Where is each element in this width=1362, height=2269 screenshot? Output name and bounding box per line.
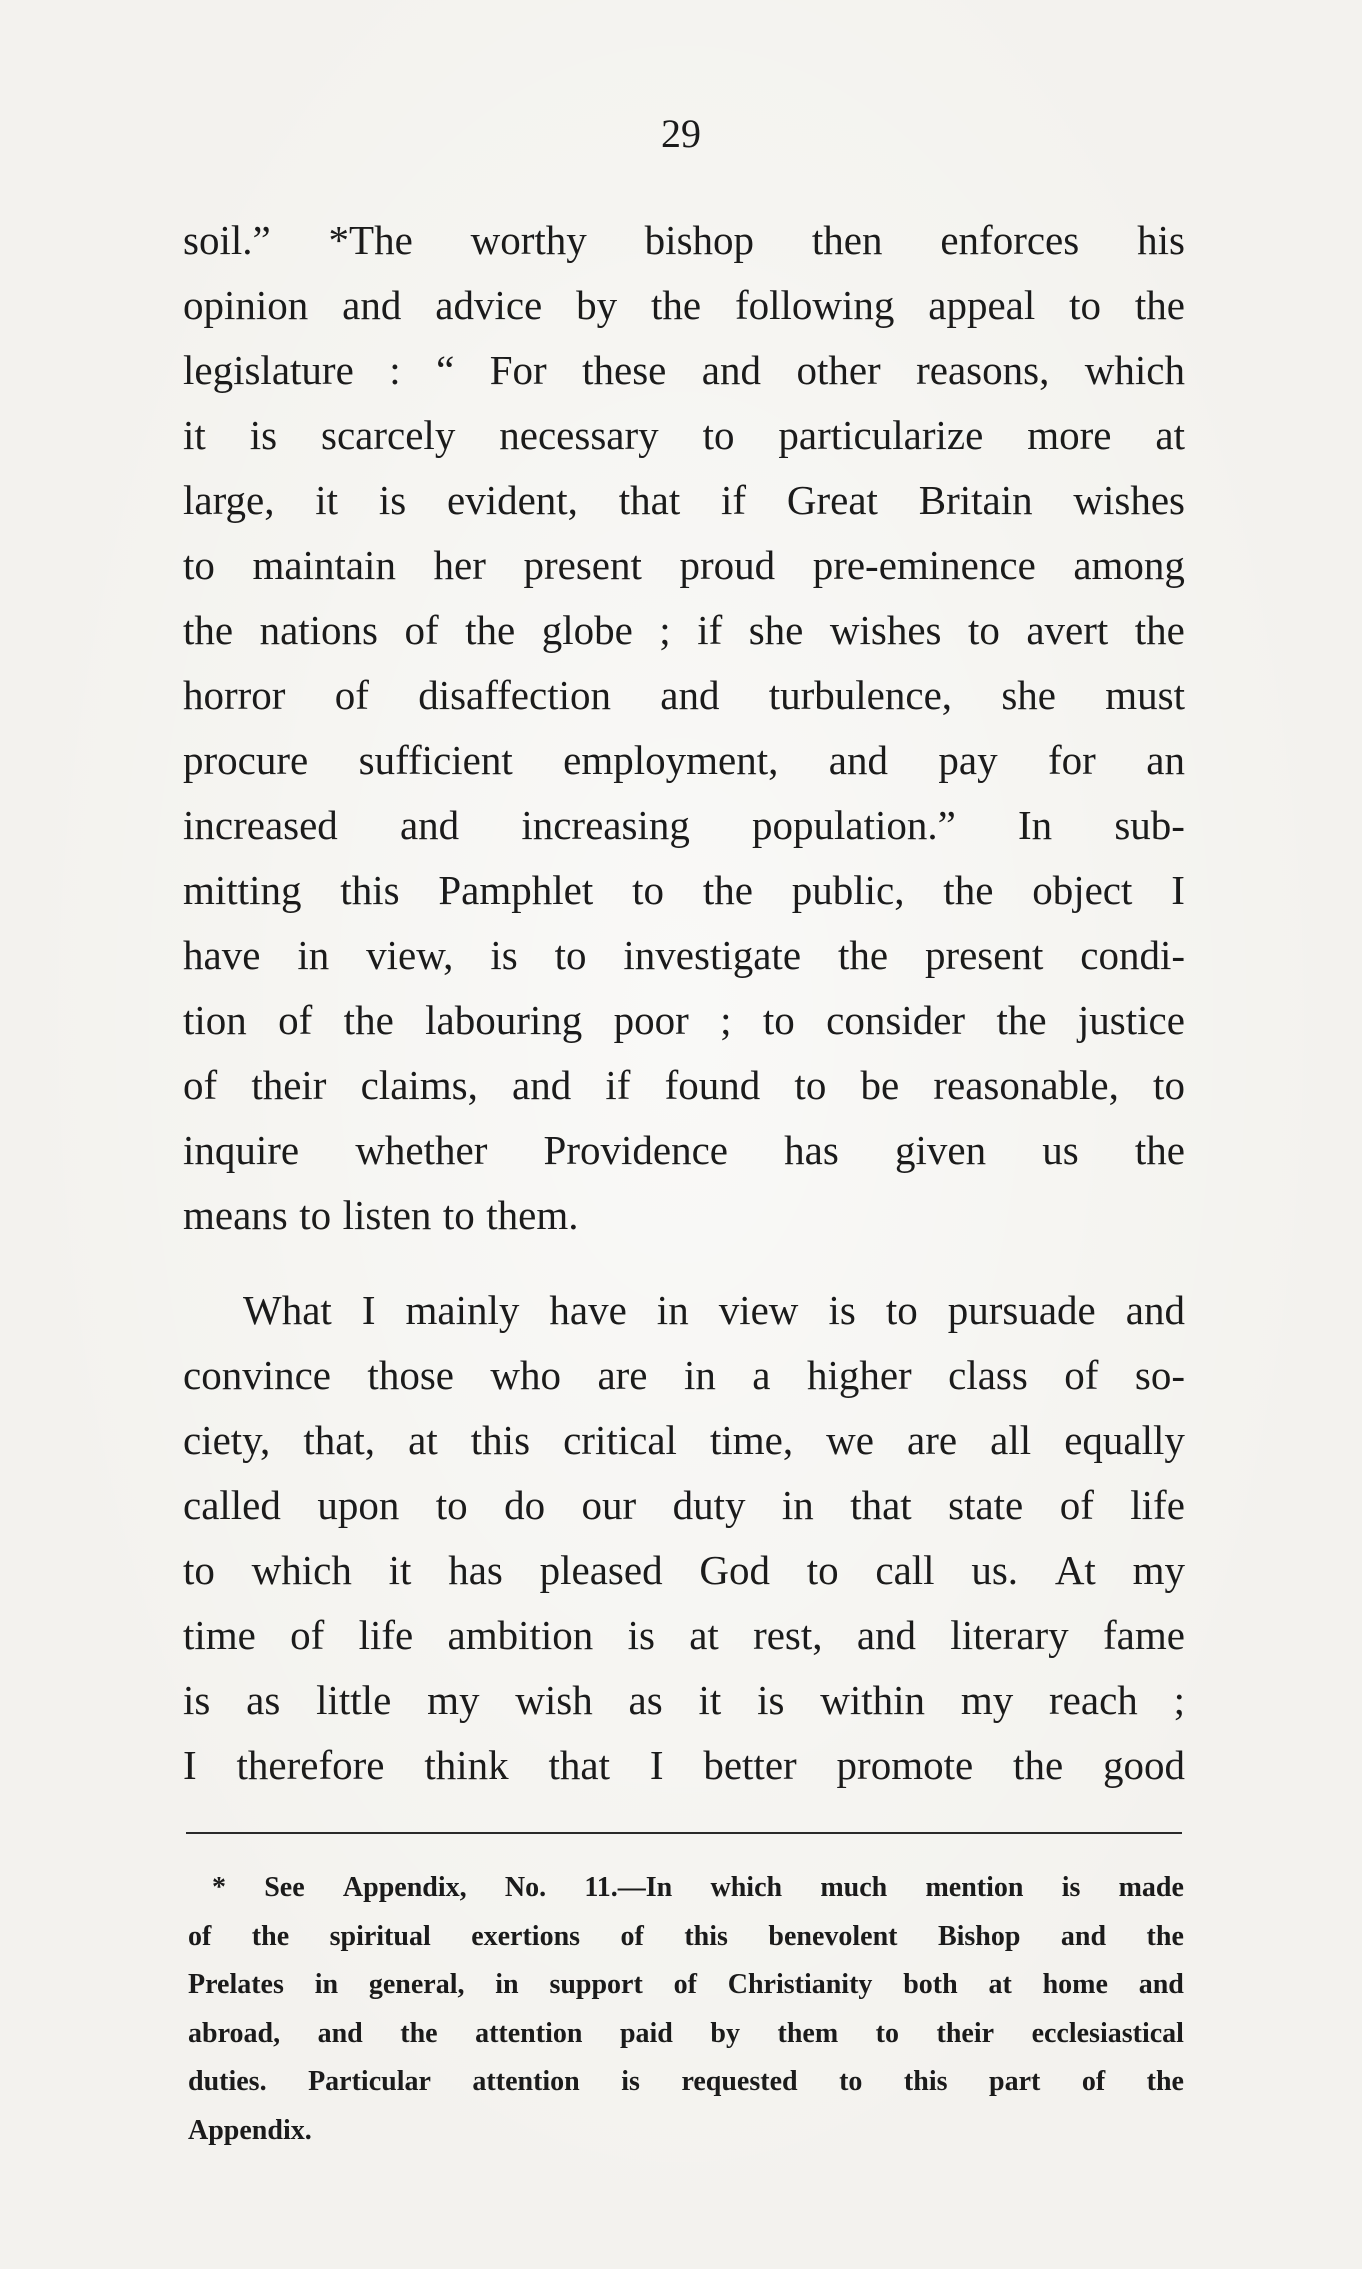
text-line: large, it is evident, that if Great Britain wishes — [183, 477, 1185, 523]
text-line: is as little my wish as it is within my reach ; — [183, 1677, 1185, 1723]
text-line: I therefore think that I better promote the good — [183, 1742, 1185, 1788]
footnote-line: * See Appendix, No. 11.—In which much mention is made — [212, 1872, 1184, 1903]
text-line: legislature : “ For these and other reasons, which — [183, 347, 1185, 393]
text-line: of their claims, and if found to be reasonable, to — [183, 1062, 1185, 1108]
text-line: ciety, that, at this critical time, we are all equally — [183, 1417, 1185, 1463]
footnote-line: Prelates in general, in support of Christianity both at home and — [188, 1969, 1184, 2000]
text-line: means to listen to them. — [183, 1192, 579, 1238]
text-line: it is scarcely necessary to particularize more at — [183, 412, 1185, 458]
footnote-line: Appendix. — [188, 2114, 312, 2146]
page-number: 29 — [661, 111, 701, 156]
footnote-line: of the spiritual exertions of this benevolent Bishop and the — [188, 1920, 1184, 1952]
paragraph-1 — [183, 208, 1185, 1248]
text-line: What I mainly have in view is to pursuade and — [243, 1287, 1185, 1333]
text-line: mitting this Pamphlet to the public, the object I — [183, 867, 1185, 913]
paragraph-2 — [183, 1278, 1185, 1798]
text-line: convince those who are in a higher class of so- — [183, 1352, 1185, 1398]
text-line: time of life ambition is at rest, and literary fame — [183, 1612, 1185, 1658]
text-line: horror of disaffection and turbulence, she must — [183, 672, 1185, 718]
text-line: have in view, is to investigate the present condi- — [183, 932, 1185, 978]
text-line: increased and increasing population.” In sub- — [183, 802, 1185, 848]
footnote — [188, 1864, 1184, 2155]
text-line: opinion and advice by the following appeal to the — [183, 282, 1185, 328]
footnote-line: duties. Particular attention is requested to this part of the — [188, 2066, 1184, 2097]
text-line: soil.” *The worthy bishop then enforces his — [183, 217, 1185, 263]
text-line: to which it has pleased God to call us. At my — [183, 1547, 1185, 1593]
text-line: inquire whether Providence has given us the — [183, 1127, 1185, 1173]
text-line: tion of the labouring poor ; to consider the justice — [183, 997, 1185, 1043]
text-line: to maintain her present proud pre-eminence among — [183, 542, 1185, 588]
text-line: procure sufficient employment, and pay for an — [183, 737, 1185, 783]
footnote-line: abroad, and the attention paid by them to their ecclesiastical — [188, 2017, 1184, 2049]
text-line: called upon to do our duty in that state of life — [183, 1482, 1185, 1528]
text-line: the nations of the globe ; if she wishes to avert the — [183, 607, 1185, 653]
footnote-divider — [186, 1832, 1182, 1834]
